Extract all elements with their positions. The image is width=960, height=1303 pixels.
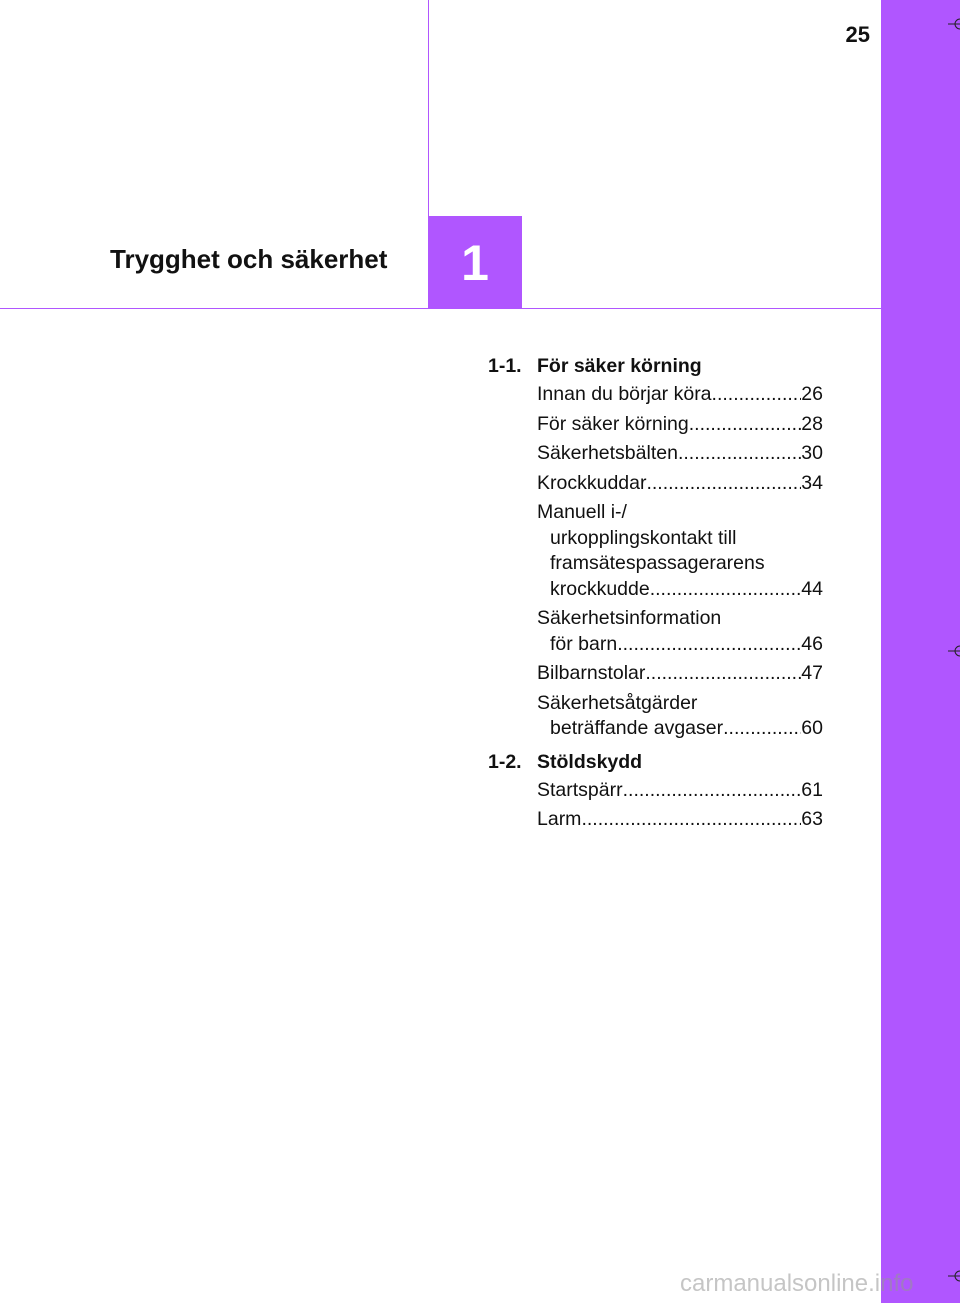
table-of-contents [488, 352, 823, 837]
toc-section-title: Stöldskydd [537, 750, 643, 773]
toc-entry-line [537, 526, 823, 552]
toc-entry-line [537, 577, 823, 603]
toc-section-title: För säker körning [537, 355, 702, 377]
toc-entry[interactable] [537, 382, 823, 408]
toc-entry-line [537, 691, 823, 717]
watermark: carmanualsonline.info [680, 1270, 914, 1297]
toc-entry-page: 63 [801, 808, 823, 830]
toc-entry[interactable] [537, 471, 823, 497]
toc-entry-page: 26 [801, 383, 823, 405]
toc-entry[interactable] [537, 807, 823, 833]
toc-section-number: 1-2. [488, 750, 522, 773]
toc-entry-page: 60 [801, 717, 823, 739]
toc-dot-leader [581, 807, 801, 833]
vertical-divider [428, 0, 429, 216]
toc-entry-page: 30 [801, 442, 823, 464]
toc-entry[interactable] [537, 691, 823, 742]
toc-entry-page: 28 [801, 412, 823, 435]
toc-entry-page: 34 [801, 471, 823, 494]
toc-entry-text: För säker körning [537, 412, 689, 435]
toc-entry-text: Säkerhetsinformation [537, 607, 722, 629]
toc-entry-line [537, 778, 823, 804]
toc-entry-text: Manuell i-/ [537, 501, 627, 523]
toc-dot-leader [650, 577, 802, 603]
toc-dot-leader [623, 778, 802, 804]
toc-entry-text: Krockkuddar [537, 471, 647, 494]
toc-entry-text: för barn [550, 632, 618, 655]
toc-entry[interactable] [537, 778, 823, 804]
page-number: 25 [845, 22, 870, 47]
toc-dot-leader [689, 412, 802, 438]
toc-entry-line [537, 807, 823, 833]
toc-entry-page: 44 [801, 577, 823, 600]
toc-entry-line [537, 632, 823, 658]
toc-entry-line [537, 441, 823, 467]
toc-section-number: 1-1. [488, 355, 522, 377]
toc-entry-text: Larm [537, 808, 582, 830]
toc-entry-line [537, 471, 823, 497]
toc-dot-leader [645, 661, 801, 687]
toc-entry-line [537, 412, 823, 438]
chapter-number-box [428, 216, 522, 309]
toc-entry-text: Säkerhetsåtgärder [537, 691, 698, 714]
toc-entry-line [537, 382, 823, 408]
toc-entry-page: 46 [801, 632, 823, 655]
toc-section-heading[interactable] [488, 352, 823, 380]
toc-entry[interactable] [537, 661, 823, 687]
crop-mark-middle-icon [948, 645, 960, 657]
toc-dot-leader [646, 471, 801, 497]
toc-entry-line [537, 551, 823, 577]
toc-entry-line [537, 716, 823, 742]
toc-entry-text: Innan du börjar köra [537, 383, 712, 405]
toc-dot-leader [678, 441, 801, 467]
toc-entry-page: 61 [801, 778, 823, 801]
crop-mark-top-icon [948, 18, 960, 30]
chapter-title: Trygghet och säkerhet [110, 244, 388, 274]
toc-entry-text: urkopplingskontakt till [550, 526, 737, 549]
toc-entry[interactable] [537, 441, 823, 467]
toc-entry-page: 47 [801, 662, 823, 684]
toc-dot-leader [617, 632, 801, 658]
toc-entry-text: framsätespassagerarens [550, 552, 765, 574]
toc-entry-text: krockkudde [550, 577, 650, 600]
toc-section-heading[interactable] [488, 748, 823, 776]
toc-entry[interactable] [537, 500, 823, 602]
toc-entry-text: beträffande avgaser [550, 717, 724, 739]
toc-entry[interactable] [537, 606, 823, 657]
toc-entry[interactable] [537, 412, 823, 438]
chapter-number: 1 [461, 234, 489, 291]
toc-dot-leader [723, 716, 801, 742]
toc-entry-text: Bilbarnstolar [537, 662, 646, 684]
toc-entry-line [537, 500, 823, 526]
toc-dot-leader [712, 382, 802, 408]
toc-entry-line [537, 606, 823, 632]
toc-entry-text: Säkerhetsbälten [537, 442, 678, 464]
toc-entry-text: Startspärr [537, 778, 623, 801]
toc-entry-line [537, 661, 823, 687]
crop-mark-bottom-icon [948, 1270, 960, 1282]
